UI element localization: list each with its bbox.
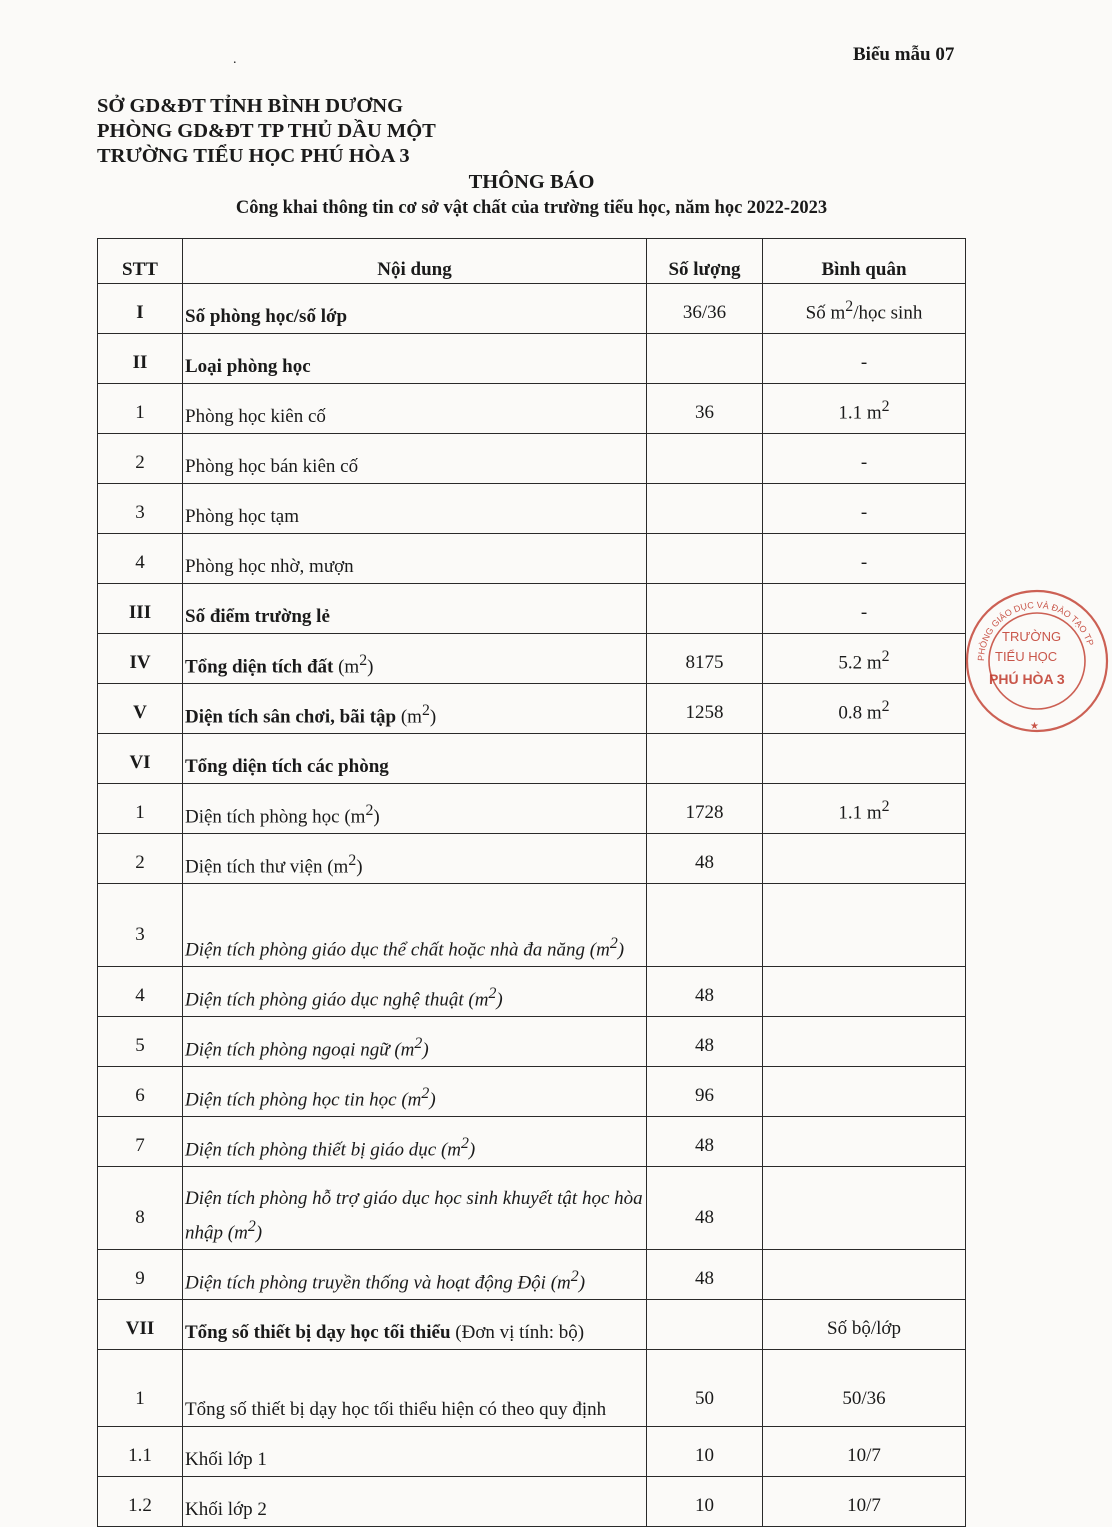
row-label: Diện tích phòng học <box>185 806 340 827</box>
page-title: THÔNG BÁO <box>468 171 595 193</box>
row-stt: VI <box>98 734 183 784</box>
unit-suffix: ) <box>496 989 503 1010</box>
row-stt: 1.2 <box>98 1477 183 1527</box>
row-average: - <box>763 584 966 634</box>
row-content <box>183 1477 647 1527</box>
row-label: Tổng số thiết bị dạy học tối thiểu <box>185 1322 451 1343</box>
table-row <box>98 1427 966 1477</box>
row-average <box>763 1167 966 1250</box>
avg-superscript: 2 <box>845 297 854 315</box>
row-stt: 4 <box>98 967 183 1017</box>
unit-suffix: ) <box>429 1089 436 1110</box>
row-stt: 1 <box>98 784 183 834</box>
table-row <box>98 1350 966 1427</box>
row-quantity <box>647 884 763 967</box>
row-average: 10/7 <box>763 1477 966 1527</box>
unit-superscript: 2 <box>461 1134 469 1152</box>
row-quantity: 48 <box>647 1167 763 1250</box>
unit-suffix: ) <box>356 856 363 877</box>
table-row <box>98 384 966 434</box>
row-stt: IV <box>98 634 183 684</box>
row-quantity: 96 <box>647 1067 763 1117</box>
row-quantity: 10 <box>647 1477 763 1527</box>
unit-superscript: 2 <box>348 851 357 869</box>
row-average <box>763 784 966 834</box>
form-label: Biểu mẫu 07 <box>853 44 955 65</box>
column-header-quantity: Số lượng <box>647 239 763 284</box>
row-stt: 1.1 <box>98 1427 183 1477</box>
page-subtitle: Công khai thông tin cơ sở vật chất của trường tiểu học, năm học 2022-2023 <box>235 198 828 218</box>
table-row <box>98 1300 966 1350</box>
row-quantity <box>647 484 763 534</box>
table-row <box>98 284 966 334</box>
row-quantity: 36/36 <box>647 284 763 334</box>
row-label: Phòng học nhờ, mượn <box>185 556 354 577</box>
row-label: Khối lớp 1 <box>185 1449 267 1470</box>
row-content <box>183 884 647 967</box>
row-stt: 3 <box>98 484 183 534</box>
row-quantity: 48 <box>647 1250 763 1300</box>
unit-text: (m <box>400 706 422 727</box>
department-line: SỞ GD&ĐT TỈNH BÌNH DƯƠNG <box>97 95 404 117</box>
unit-suffix: ) <box>429 706 437 727</box>
row-content <box>183 634 647 684</box>
avg-superscript: 2 <box>881 697 890 715</box>
row-quantity: 48 <box>647 1117 763 1167</box>
row-average: 10/7 <box>763 1427 966 1477</box>
row-content <box>183 684 647 734</box>
row-stt: 2 <box>98 834 183 884</box>
table-row <box>98 484 966 534</box>
unit-superscript: 2 <box>421 701 430 719</box>
table-row <box>98 1017 966 1067</box>
row-quantity: 8175 <box>647 634 763 684</box>
row-average <box>763 1250 966 1300</box>
unit-text: (m <box>468 989 489 1010</box>
row-label: Tổng số thiết bị dạy học tối thiểu hiện có theo quy định <box>185 1399 607 1420</box>
row-average <box>763 1017 966 1067</box>
unit-superscript: 2 <box>365 801 374 819</box>
row-quantity <box>647 334 763 384</box>
row-stt: 1 <box>98 384 183 434</box>
column-header-average: Bình quân <box>763 239 966 284</box>
row-stt: 7 <box>98 1117 183 1167</box>
row-quantity: 48 <box>647 967 763 1017</box>
unit-text: (m <box>327 856 349 877</box>
row-content <box>183 1300 647 1350</box>
row-average: - <box>763 434 966 484</box>
row-content <box>183 1427 647 1477</box>
row-quantity: 36 <box>647 384 763 434</box>
row-stt: 3 <box>98 884 183 967</box>
row-label: Diện tích thư viện <box>185 856 323 877</box>
scan-dot-mark: . <box>233 52 237 67</box>
row-content <box>183 1067 647 1117</box>
avg-text: 1.1 m <box>838 402 882 423</box>
row-label: Số phòng học/số lớp <box>185 306 348 327</box>
row-average <box>763 634 966 684</box>
avg-suffix: /học sinh <box>853 302 923 323</box>
row-label: Phòng học tạm <box>185 506 299 527</box>
unit-suffix: ) <box>422 1039 429 1060</box>
avg-text: 0.8 m <box>838 702 882 723</box>
row-quantity <box>647 434 763 484</box>
table-row <box>98 1167 966 1250</box>
row-label: Loại phòng học <box>185 356 311 377</box>
row-stt: 8 <box>98 1167 183 1250</box>
row-stt: 2 <box>98 434 183 484</box>
row-quantity <box>647 584 763 634</box>
avg-superscript: 2 <box>881 797 890 815</box>
row-content <box>183 1350 647 1427</box>
row-average <box>763 1067 966 1117</box>
row-quantity <box>647 534 763 584</box>
row-average <box>763 684 966 734</box>
facility-table-wrapper <box>97 238 966 1520</box>
row-average <box>763 284 966 334</box>
unit-text: (m <box>338 656 360 677</box>
unit-superscript: 2 <box>421 1084 430 1102</box>
table-row <box>98 684 966 734</box>
row-label: Tổng diện tích các phòng <box>185 756 389 777</box>
row-label: Khối lớp 2 <box>185 1499 267 1520</box>
row-average <box>763 1117 966 1167</box>
facility-table <box>97 238 966 1527</box>
row-quantity: 1258 <box>647 684 763 734</box>
unit-suffix: (Đơn vị tính: bộ) <box>455 1322 585 1343</box>
row-average: Số bộ/lớp <box>763 1300 966 1350</box>
unit-superscript: 2 <box>609 934 618 952</box>
row-content <box>183 384 647 434</box>
table-row <box>98 1117 966 1167</box>
unit-superscript: 2 <box>414 1034 423 1052</box>
row-quantity: 10 <box>647 1427 763 1477</box>
row-content <box>183 484 647 534</box>
row-content <box>183 734 647 784</box>
stamp-line-1: TRƯỜNG <box>1002 629 1062 644</box>
row-average: - <box>763 484 966 534</box>
row-content <box>183 584 647 634</box>
row-stt: II <box>98 334 183 384</box>
row-content <box>183 334 647 384</box>
row-content <box>183 434 647 484</box>
table-row <box>98 1477 966 1527</box>
avg-superscript: 2 <box>881 647 890 665</box>
unit-suffix: ) <box>255 1222 263 1243</box>
row-stt: 4 <box>98 534 183 584</box>
unit-superscript: 2 <box>247 1217 256 1235</box>
row-stt: 5 <box>98 1017 183 1067</box>
table-row <box>98 534 966 584</box>
table-row <box>98 884 966 967</box>
row-content <box>183 784 647 834</box>
table-row <box>98 1067 966 1117</box>
row-content <box>183 534 647 584</box>
row-stt: 6 <box>98 1067 183 1117</box>
unit-superscript: 2 <box>488 984 497 1002</box>
school-line: TRƯỜNG TIỂU HỌC PHÚ HÒA 3 <box>97 145 410 167</box>
row-quantity: 48 <box>647 834 763 884</box>
row-label: Diện tích phòng học tin học <box>185 1089 397 1110</box>
stamp-line-3: PHÚ HÒA 3 <box>989 671 1065 687</box>
row-stt: V <box>98 684 183 734</box>
table-row <box>98 434 966 484</box>
row-stt: VII <box>98 1300 183 1350</box>
unit-text: (m <box>401 1089 422 1110</box>
stamp-line-2: TIỂU HỌC <box>995 649 1058 664</box>
unit-suffix: ) <box>578 1272 586 1293</box>
table-row <box>98 967 966 1017</box>
unit-text: (m <box>589 939 610 960</box>
unit-text: (m <box>394 1039 415 1060</box>
avg-text: 5.2 m <box>838 652 882 673</box>
row-label: Diện tích sân chơi, bãi tập <box>185 706 397 727</box>
table-header-row <box>98 239 966 284</box>
row-average: - <box>763 534 966 584</box>
row-content <box>183 1250 647 1300</box>
unit-text: (m <box>227 1222 248 1243</box>
row-label: Phòng học bán kiên cố <box>185 456 359 477</box>
row-label: Diện tích phòng thiết bị giáo dục <box>185 1139 437 1160</box>
row-average <box>763 734 966 784</box>
row-quantity <box>647 734 763 784</box>
stamp-star-icon: ★ <box>1030 721 1039 732</box>
row-label: Số điểm trường lẻ <box>185 606 330 627</box>
row-label: Diện tích phòng giáo dục thể chất hoặc nhà đa năng <box>185 939 585 960</box>
row-content <box>183 284 647 334</box>
school-stamp <box>962 586 1112 736</box>
organization-header <box>97 94 436 169</box>
row-label: Diện tích phòng ngoại ngữ <box>185 1039 390 1060</box>
row-stt: 9 <box>98 1250 183 1300</box>
row-stt: I <box>98 284 183 334</box>
row-label: Diện tích phòng truyền thống và hoạt động Đội <box>185 1272 546 1293</box>
row-quantity: 1728 <box>647 784 763 834</box>
unit-suffix: ) <box>373 806 380 827</box>
row-content <box>183 1117 647 1167</box>
unit-suffix: ) <box>367 656 374 677</box>
avg-superscript: 2 <box>881 397 890 415</box>
row-content <box>183 1167 647 1250</box>
office-line: PHÒNG GD&ĐT TP THỦ DẦU MỘT <box>97 120 436 142</box>
column-header-stt: STT <box>98 239 183 284</box>
table-row <box>98 634 966 684</box>
row-average: - <box>763 334 966 384</box>
unit-suffix: ) <box>468 1139 476 1160</box>
table-row <box>98 584 966 634</box>
unit-text: (m <box>550 1272 571 1293</box>
unit-text: (m <box>440 1139 461 1160</box>
unit-superscript: 2 <box>359 651 368 669</box>
unit-text: (m <box>344 806 366 827</box>
row-stt: III <box>98 584 183 634</box>
row-stt: 1 <box>98 1350 183 1427</box>
row-average <box>763 884 966 967</box>
row-content <box>183 967 647 1017</box>
row-average <box>763 967 966 1017</box>
table-row <box>98 334 966 384</box>
avg-text: 1.1 m <box>838 802 882 823</box>
unit-superscript: 2 <box>570 1267 579 1285</box>
column-header-content: Nội dung <box>183 239 647 284</box>
row-content <box>183 1017 647 1067</box>
row-quantity: 50 <box>647 1350 763 1427</box>
row-quantity <box>647 1300 763 1350</box>
table-row <box>98 734 966 784</box>
stamp-arc-text: PHÒNG GIÁO DỤC VÀ ĐÀO TẠO TP <box>975 599 1096 662</box>
table-row <box>98 1250 966 1300</box>
row-label: Tổng diện tích đất <box>185 656 334 677</box>
avg-text: Số m <box>805 302 846 323</box>
row-label: Diện tích phòng hỗ trợ giáo dục học sinh khuyết tật học hòa nhập <box>185 1187 643 1243</box>
row-quantity: 48 <box>647 1017 763 1067</box>
row-label: Phòng học kiên cố <box>185 406 326 427</box>
row-average <box>763 834 966 884</box>
row-label: Diện tích phòng giáo dục nghệ thuật <box>185 989 464 1010</box>
row-average <box>763 384 966 434</box>
table-row <box>98 784 966 834</box>
row-content <box>183 834 647 884</box>
unit-suffix: ) <box>617 939 625 960</box>
table-row <box>98 834 966 884</box>
row-average: 50/36 <box>763 1350 966 1427</box>
